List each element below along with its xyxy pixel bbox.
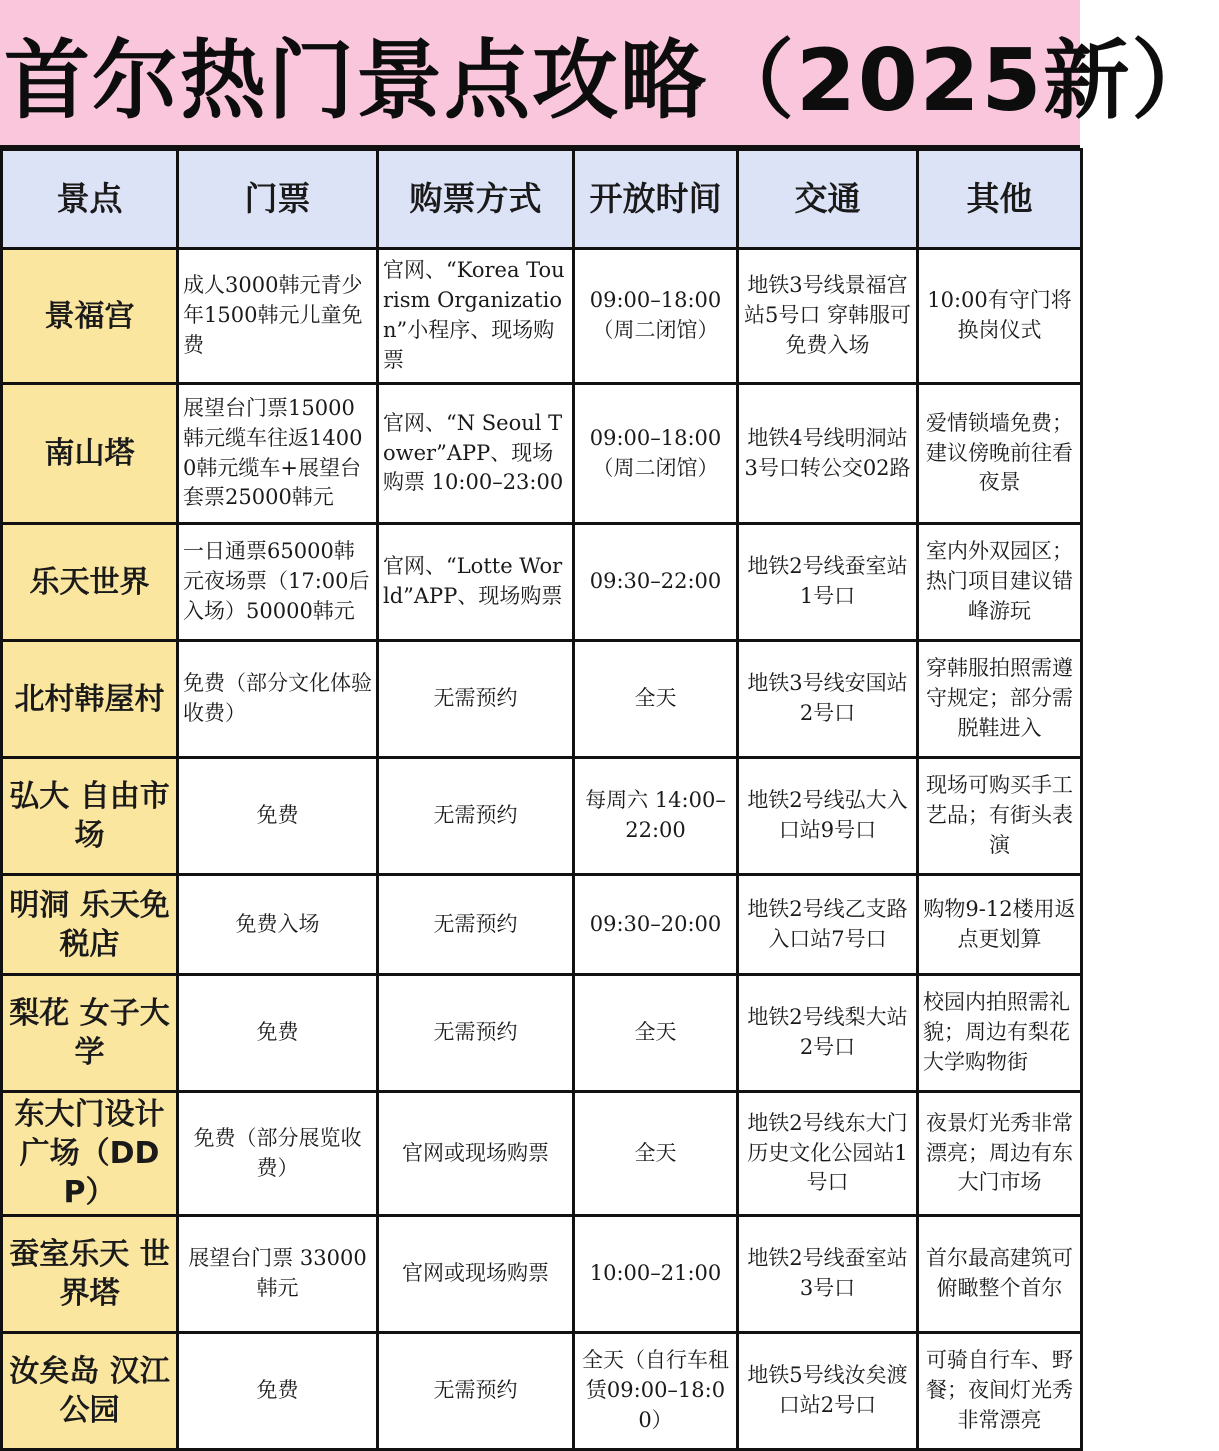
table-row xyxy=(2,249,1082,384)
transport-cell: 地铁2号线蚕室站1号口 xyxy=(738,524,918,641)
hours-cell: 09:00–18:00（周二闭馆） xyxy=(574,384,738,524)
ticket-cell: 成人3000韩元青少年1500韩元儿童免费 xyxy=(178,249,378,384)
purchase-cell: 官网、“Korea Tourism Organization”小程序、现场购票 xyxy=(378,249,574,384)
ticket-cell: 一日通票65000韩元夜场票（17:00后入场）50000韩元 xyxy=(178,524,378,641)
header-other: 其他 xyxy=(918,150,1082,249)
ticket-cell: 免费入场 xyxy=(178,875,378,975)
purchase-cell: 无需预约 xyxy=(378,758,574,875)
other-cell: 10:00有守门将换岗仪式 xyxy=(918,249,1082,384)
other-cell: 校园内拍照需礼貌；周边有梨花大学购物街 xyxy=(918,975,1082,1092)
ticket-cell: 免费 xyxy=(178,1333,378,1450)
table-row xyxy=(2,524,1082,641)
table-row xyxy=(2,1216,1082,1333)
other-cell: 室内外双园区；热门项目建议错峰游玩 xyxy=(918,524,1082,641)
attraction-name: 北村韩屋村 xyxy=(2,641,178,758)
other-cell: 现场可购买手工艺品；有街头表演 xyxy=(918,758,1082,875)
purchase-cell: 无需预约 xyxy=(378,641,574,758)
other-cell: 可骑自行车、野餐；夜间灯光秀非常漂亮 xyxy=(918,1333,1082,1450)
transport-cell: 地铁3号线安国站2号口 xyxy=(738,641,918,758)
page-title: 首尔热门景点攻略（2025新） xyxy=(4,30,1219,131)
attraction-name: 乐天世界 xyxy=(2,524,178,641)
hours-cell: 09:30–22:00 xyxy=(574,524,738,641)
transport-cell: 地铁2号线东大门历史文化公园站1号口 xyxy=(738,1092,918,1216)
other-cell: 爱情锁墙免费；建议傍晚前往看夜景 xyxy=(918,384,1082,524)
other-cell: 购物9-12楼用返点更划算 xyxy=(918,875,1082,975)
table-row xyxy=(2,641,1082,758)
ticket-cell: 免费（部分展览收费） xyxy=(178,1092,378,1216)
hours-cell: 全天（自行车租赁09:00–18:00） xyxy=(574,1333,738,1450)
attraction-name: 弘大 自由市场 xyxy=(2,758,178,875)
hours-cell: 全天 xyxy=(574,1092,738,1216)
attraction-name: 景福宫 xyxy=(2,249,178,384)
transport-cell: 地铁4号线明洞站3号口转公交02路 xyxy=(738,384,918,524)
table-header-row xyxy=(2,150,1082,249)
hours-cell: 09:00–18:00（周二闭馆） xyxy=(574,249,738,384)
hours-cell: 全天 xyxy=(574,641,738,758)
transport-cell: 地铁2号线梨大站2号口 xyxy=(738,975,918,1092)
title-banner xyxy=(0,0,1219,148)
header-hours: 开放时间 xyxy=(574,150,738,249)
attraction-name: 南山塔 xyxy=(2,384,178,524)
table-row xyxy=(2,1333,1082,1450)
hours-cell: 10:00–21:00 xyxy=(574,1216,738,1333)
other-cell: 穿韩服拍照需遵守规定；部分需脱鞋进入 xyxy=(918,641,1082,758)
hours-cell: 09:30–20:00 xyxy=(574,875,738,975)
ticket-cell: 免费（部分文化体验收费） xyxy=(178,641,378,758)
ticket-cell: 展望台门票 33000韩元 xyxy=(178,1216,378,1333)
ticket-cell: 展望台门票15000韩元缆车往返14000韩元缆车+展望台套票25000韩元 xyxy=(178,384,378,524)
header-purchase: 购票方式 xyxy=(378,150,574,249)
ticket-cell: 免费 xyxy=(178,975,378,1092)
attraction-name: 梨花 女子大学 xyxy=(2,975,178,1092)
attraction-name: 蚕室乐天 世界塔 xyxy=(2,1216,178,1333)
transport-cell: 地铁2号线乙支路入口站7号口 xyxy=(738,875,918,975)
purchase-cell: 官网或现场购票 xyxy=(378,1092,574,1216)
purchase-cell: 官网、“Lotte World”APP、现场购票 xyxy=(378,524,574,641)
purchase-cell: 无需预约 xyxy=(378,975,574,1092)
transport-cell: 地铁2号线弘大入口站9号口 xyxy=(738,758,918,875)
hours-cell: 全天 xyxy=(574,975,738,1092)
table-row xyxy=(2,875,1082,975)
purchase-cell: 无需预约 xyxy=(378,875,574,975)
other-cell: 首尔最高建筑可俯瞰整个首尔 xyxy=(918,1216,1082,1333)
hours-cell: 每周六 14:00–22:00 xyxy=(574,758,738,875)
transport-cell: 地铁3号线景福宫站5号口 穿韩服可免费入场 xyxy=(738,249,918,384)
purchase-cell: 官网或现场购票 xyxy=(378,1216,574,1333)
header-attraction: 景点 xyxy=(2,150,178,249)
attraction-name: 东大门设计广场（DDP） xyxy=(2,1092,178,1216)
purchase-cell: 官网、“N Seoul Tower”APP、现场购票 10:00–23:00 xyxy=(378,384,574,524)
header-ticket: 门票 xyxy=(178,150,378,249)
transport-cell: 地铁5号线汝矣渡口站2号口 xyxy=(738,1333,918,1450)
table-row xyxy=(2,758,1082,875)
table-row xyxy=(2,1092,1082,1216)
ticket-cell: 免费 xyxy=(178,758,378,875)
attraction-name: 明洞 乐天免税店 xyxy=(2,875,178,975)
header-transport: 交通 xyxy=(738,150,918,249)
table-row xyxy=(2,975,1082,1092)
attraction-name: 汝矣岛 汉江公园 xyxy=(2,1333,178,1450)
attractions-table xyxy=(0,148,1083,1451)
table-row xyxy=(2,384,1082,524)
other-cell: 夜景灯光秀非常漂亮；周边有东大门市场 xyxy=(918,1092,1082,1216)
transport-cell: 地铁2号线蚕室站3号口 xyxy=(738,1216,918,1333)
purchase-cell: 无需预约 xyxy=(378,1333,574,1450)
